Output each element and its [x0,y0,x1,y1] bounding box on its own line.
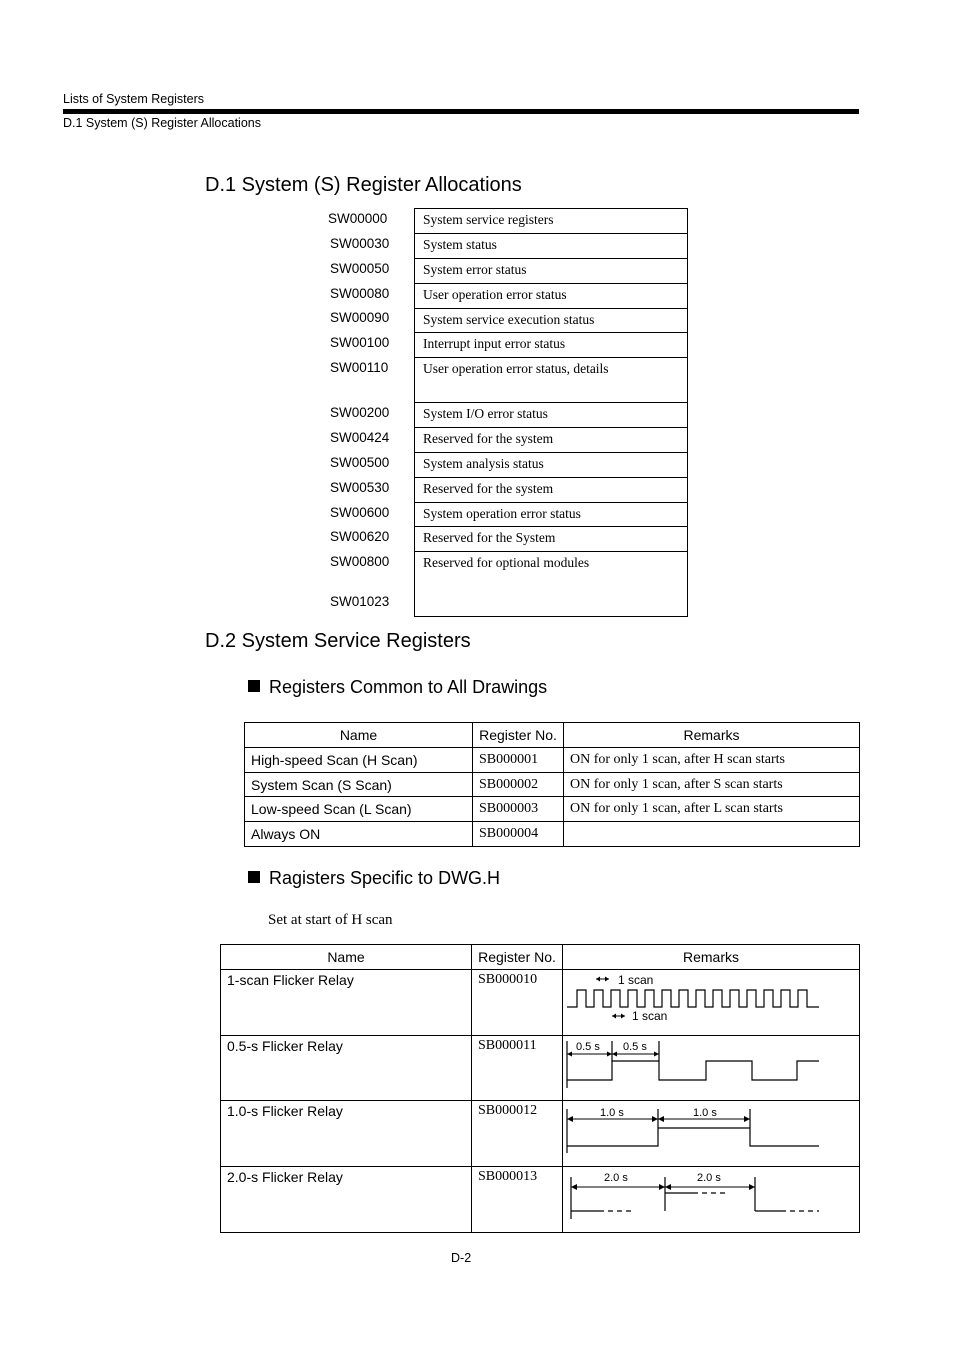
cell-name: 1.0-s Flicker Relay [221,1101,472,1167]
map-address: SW00090 [330,310,390,325]
common-registers-table [244,722,860,847]
subsection-common-label: Registers Common to All Drawings [269,677,548,697]
map-cell: System operation error status [414,502,688,527]
map-address: SW00424 [330,430,390,445]
cell-name: Low-speed Scan (L Scan) [245,797,473,822]
map-cell: System I/O error status [414,402,688,428]
col-header-name: Name [245,723,473,748]
map-cell: Reserved for the System [414,526,688,552]
subsection-dwgh-label: Ragisters Specific to DWG.H [269,868,501,888]
cell-remarks [564,822,860,847]
cell-name: System Scan (S Scan) [245,773,473,797]
map-address: SW00600 [330,505,390,520]
timing-diagram-0.5s [563,1036,859,1095]
cell-remarks: ON for only 1 scan, after L scan starts [564,797,860,822]
table-header-row [245,723,860,748]
map-address: SW00000 [328,211,388,226]
cell-register: SB000003 [473,797,564,822]
col-header-register: Register No. [473,723,564,748]
timing-label: 2.0 s [604,1172,628,1184]
map-address: SW00800 [330,554,390,569]
table-header-row [221,945,860,970]
map-cell: System analysis status [414,452,688,478]
cell-register: SB000001 [473,748,564,773]
table-row [221,970,860,1036]
header-rule [63,109,859,114]
cell-name: 1-scan Flicker Relay [221,970,472,1036]
cell-name: 2.0-s Flicker Relay [221,1167,472,1233]
timing-label: 1.0 s [693,1107,717,1119]
cell-register: SB000012 [472,1101,563,1167]
map-address: SW00030 [330,236,390,251]
table-row [221,1036,860,1101]
timing-label: 1 scan [632,1009,668,1023]
running-subheader: D.1 System (S) Register Allocations [63,116,261,130]
subsection-dwgh-title [248,868,500,889]
timing-diagram-1scan [563,970,859,1030]
map-cell: Reserved for optional modules [414,551,688,617]
col-header-remarks: Remarks [563,945,860,970]
map-address: SW00500 [330,455,390,470]
section-d2-title: D.2 System Service Registers [205,630,471,652]
timing-diagram-2.0s [563,1167,859,1227]
cell-remarks: ON for only 1 scan, after H scan starts [564,748,860,773]
col-header-remarks: Remarks [564,723,860,748]
cell-register: SB000013 [472,1167,563,1233]
cell-remarks-timing [563,1167,860,1233]
map-address: SW00200 [330,405,390,420]
timing-label: 1.0 s [600,1107,624,1119]
square-bullet-icon [248,871,260,883]
cell-name: Always ON [245,822,473,847]
col-header-name: Name [221,945,472,970]
map-address: SW00530 [330,480,390,495]
map-cell: System status [414,233,688,259]
map-cell: User operation error status, details [414,357,688,403]
page-number: D-2 [451,1251,472,1265]
map-address: SW00620 [330,529,390,544]
timing-label: 2.0 s [697,1172,721,1184]
map-cell: System service execution status [414,308,688,333]
section-d1-title: D.1 System (S) Register Allocations [205,174,522,196]
map-cell: System error status [414,258,688,284]
cell-remarks-timing [563,970,860,1036]
map-address: SW00110 [330,360,389,375]
map-cell: Interrupt input error status [414,332,688,358]
col-header-register: Register No. [472,945,563,970]
table-row [221,1167,860,1233]
cell-register: SB000010 [472,970,563,1036]
map-address: SW00100 [330,335,390,350]
cell-remarks-timing [563,1036,860,1101]
table-row [245,773,860,797]
cell-register: SB000011 [472,1036,563,1101]
timing-label: 1 scan [618,973,654,987]
running-header: Lists of System Registers [63,92,205,106]
table-row [245,797,860,822]
table-row [245,822,860,847]
timing-diagram-1.0s [563,1101,859,1161]
map-cell: Reserved for the system [414,427,688,453]
cell-name: 0.5-s Flicker Relay [221,1036,472,1101]
map-address: SW00080 [330,286,390,301]
map-cell: System service registers [414,208,688,234]
map-cell: User operation error status [414,283,688,309]
cell-remarks-timing [563,1101,860,1167]
cell-name: High-speed Scan (H Scan) [245,748,473,773]
timing-label: 0.5 s [576,1041,600,1053]
square-bullet-icon [248,680,260,692]
table-row [221,1101,860,1167]
cell-register: SB000004 [473,822,564,847]
map-end-address: SW01023 [330,594,390,609]
dwgh-note: Set at start of H scan [268,912,393,928]
map-cell: Reserved for the system [414,477,688,503]
subsection-common-title [248,677,547,698]
timing-label: 0.5 s [623,1041,647,1053]
cell-register: SB000002 [473,773,564,797]
cell-remarks: ON for only 1 scan, after S scan starts [564,773,860,797]
table-row [245,748,860,773]
dwgh-registers-table [220,944,860,1233]
map-address: SW00050 [330,261,390,276]
